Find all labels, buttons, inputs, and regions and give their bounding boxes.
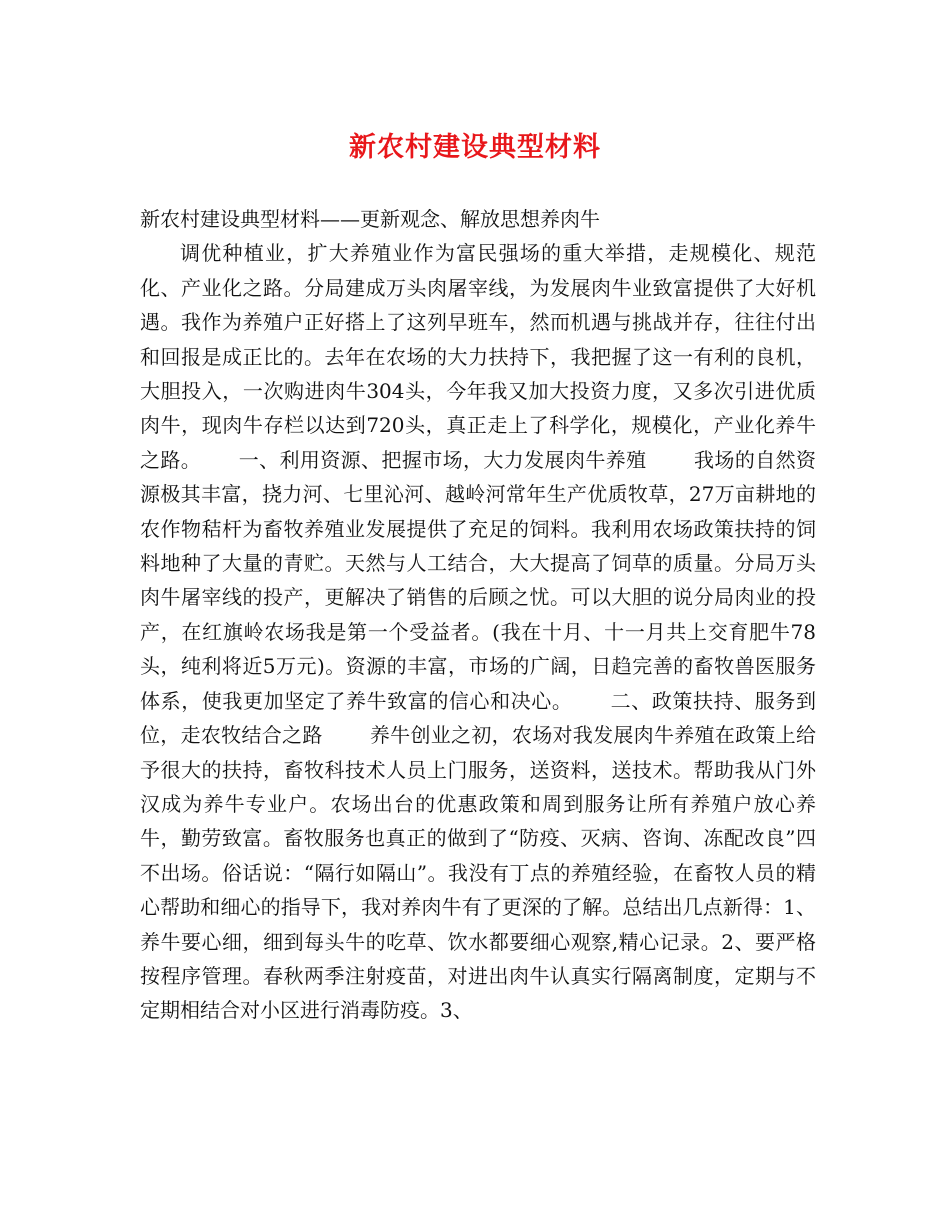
document-subtitle: 新农村建设典型材料——更新观念、解放思想养肉牛	[140, 207, 600, 231]
body-paragraph: 调优种植业，扩大养殖业作为富民强场的重大举措，走规模化、规范化、产业化之路。分局建成万头肉屠宰线，为发展肉牛业致富提供了大好机遇。我作为养殖户正好搭上了这列早班车，然而机遇与挑战并存，往往付出和回报是成正比的。去年在农场的大力扶持下，我把握了这一有利的良机，大胆投入，一次购进肉牛304头，今年我又加大投资力度，又多次引进优质肉牛，现肉牛存栏以达到720头，真正走上了科学化，规模化，产业化养牛之路。 一、利用资源、把握市场，大力发展肉牛养殖 我场的自然资源极其丰富，挠力河、七里沁河、越岭河常年生产优质牧草，27万亩耕地的农作物秸杆为畜牧养殖业发展提供了充足的饲料。我利用农场政策扶持的饲料地种了大量的青贮。天然与人工结合，大大提高了饲草的质量。分局万头肉牛屠宰线的投产，更解决了销售的后顾之忧。可以大胆的说分局肉业的投产，在红旗岭农场我是第一个受益者。(我在十月、十一月共上交育肥牛78头，纯利将近5万元)。资源的丰富，市场的广阔，日趋完善的畜牧兽医服务体系，使我更加坚定了养牛致富的信心和决心。 二、政策扶持、服务到位，走农牧结合之路 养牛创业之初，农场对我发展肉牛养殖在政策上给予很大的扶持，畜牧科技术人员上门服务，送资料，送技术。帮助我从门外汉成为养牛专业户。农场出台的优惠政策和周到服务让所有养殖户放心养牛，勤劳致富。畜牧服务也真正的做到了“防疫、灭病、咨询、冻配改良”四不出场。俗话说：“隔行如隔山”。我没有丁点的养殖经验，在畜牧人员的精心帮助和细心的指导下，我对养肉牛有了更深的了解。总结出几点新得：1、养牛要心细，细到每头牛的吃草、饮水都要细心观察,精心记录。2、要严格按程序管理。春秋两季注射疫苗，对进出肉牛认真实行隔离制度，定期与不定期相结合对小区进行消毒防疫。3、	[140, 241, 816, 1023]
document-title: 新农村建设典型材料	[349, 132, 601, 163]
document-body	[140, 202, 816, 1028]
